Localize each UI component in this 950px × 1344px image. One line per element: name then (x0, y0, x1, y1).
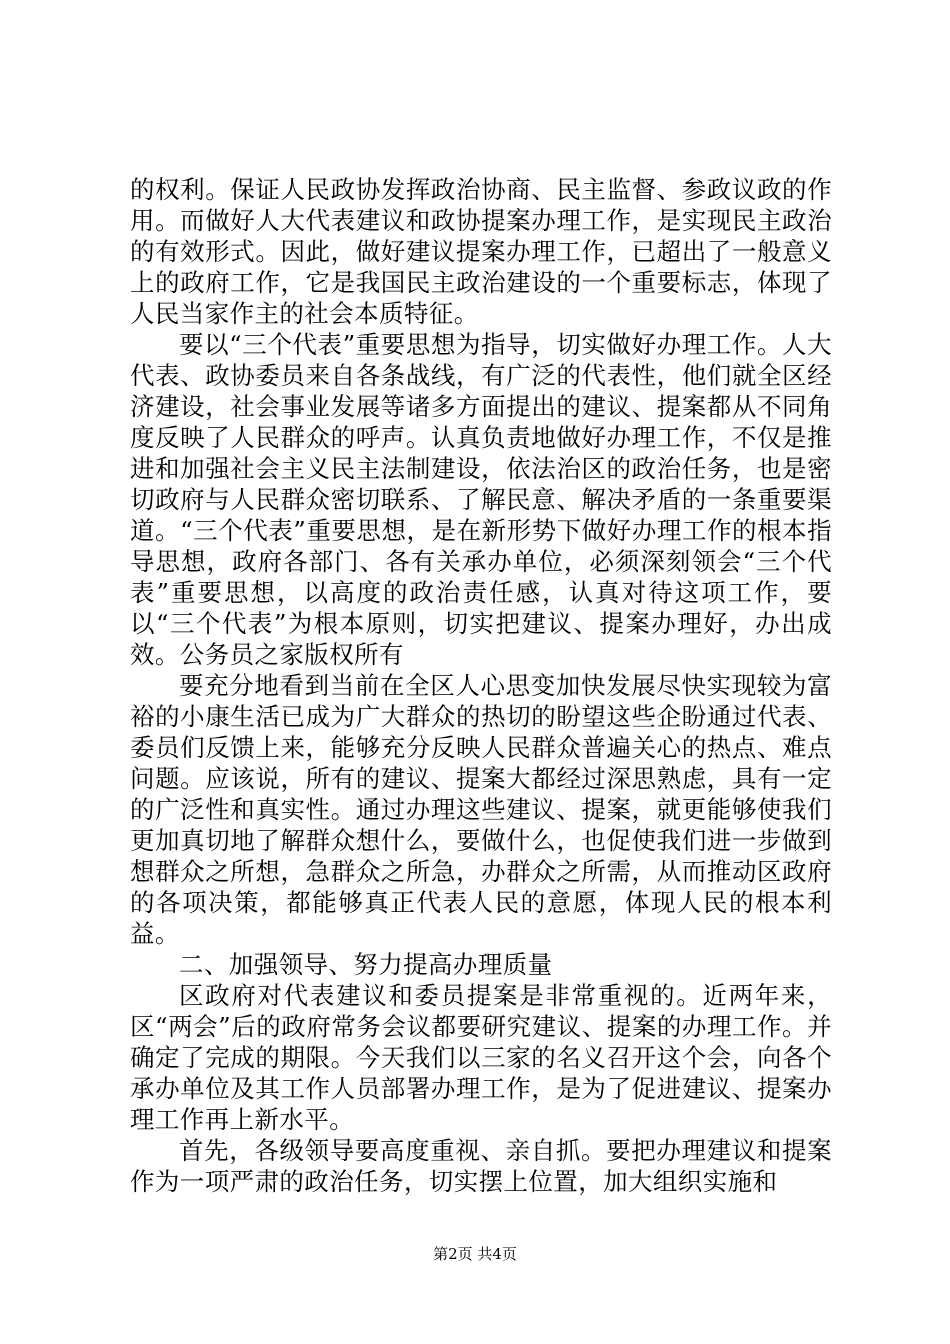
paragraph-5: 首先，各级领导要高度重视、亲自抓。要把办理建议和提案作为一项严肃的政治任务，切实摆上位置，加大组织实施和 (130, 1136, 832, 1196)
paragraph-2: 要以“三个代表”重要思想为指导，切实做好办理工作。人大代表、政协委员来自各条战线，有广泛的代表性，他们就全区经济建设，社会事业发展等诸多方面提出的建议、提案都从不同角度反映了人民群众的呼声。认真负责地做好办理工作，不仅是推进和加强社会主义民主法制建设，依法治区的政治任务，也是密切政府与人民群众密切联系、了解民意、解决矛盾的一条重要渠道。“三个代表”重要思想，是在新形势下做好办理工作的根本指导思想，政府各部门、各有关承办单位，必须深刻领会“三个代表”重要思想，以高度的政治责任感，认真对待这项工作，要以“三个代表”为根本原则，切实把建议、提案办理好，办出成效。公务员之家版权所有 (130, 330, 832, 669)
page-number-footer: 第2页 共4页 (433, 1245, 517, 1263)
document-body (130, 174, 832, 1197)
paragraph-3: 要充分地看到当前在全区人心思变加快发展尽快实现较为富裕的小康生活已成为广大群众的热切的盼望这些企盼通过代表、委员们反馈上来，能够充分反映人民群众普遍关心的热点、难点问题。应该说，所有的建议、提案大都经过深思熟虑，具有一定的广泛性和真实性。通过办理这些建议、提案，就更能够使我们更加真切地了解群众想什么，要做什么，也促使我们进一步做到想群众之所想，急群众之所急，办群众之所需，从而推动区政府的各项决策，都能够真正代表人民的意愿，体现人民的根本利益。 (130, 671, 832, 948)
section-heading: 二、加强领导、努力提高办理质量 (179, 950, 553, 979)
paragraph-4: 区政府对代表建议和委员提案是非常重视的。近两年来，区“两会”后的政府常务会议都要研究建议、提案的办理工作。并确定了完成的期限。今天我们以三家的名义召开这个会，向各个承办单位及其工作人员部署办理工作，是为了促进建议、提案办理工作再上新水平。 (130, 981, 832, 1134)
paragraph-1: 的权利。保证人民政协发挥政治协商、民主监督、参政议政的作用。而做好人大代表建议和政协提案办理工作，是实现民主政治的有效形式。因此，做好建议提案办理工作，已超出了一般意义上的政府工作，它是我国民主政治建设的一个重要标志，体现了人民当家作主的社会本质特征。 (130, 175, 832, 328)
